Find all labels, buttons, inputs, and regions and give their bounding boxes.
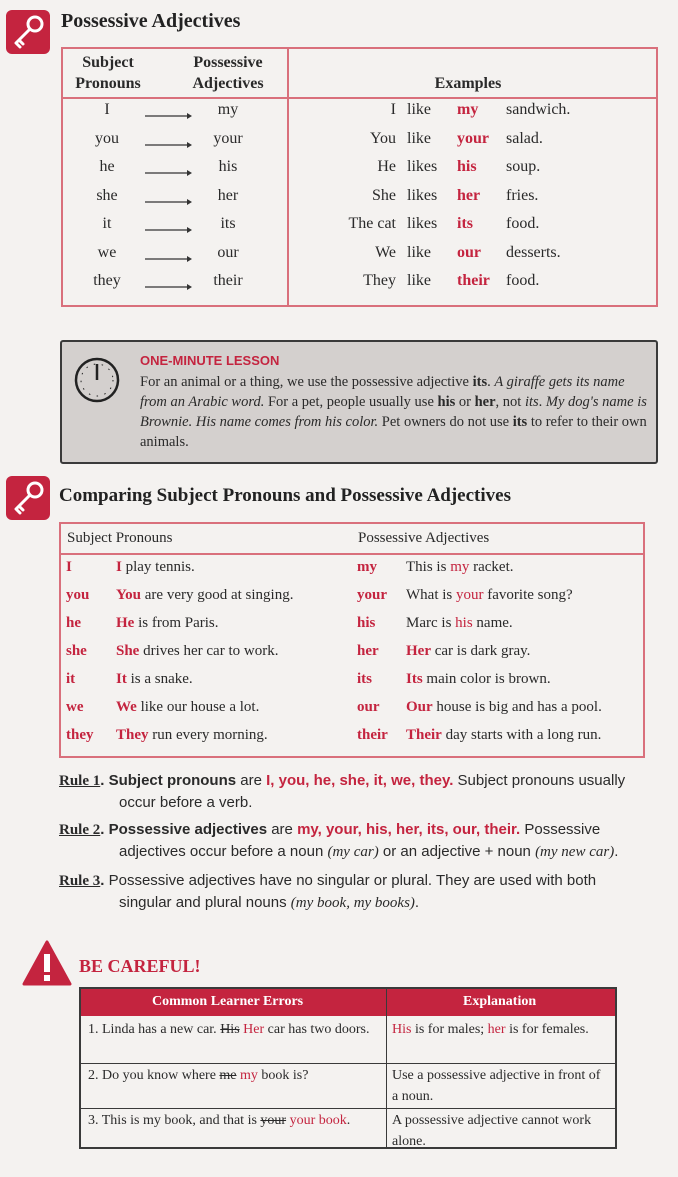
adjective-sentence: Marc is his name. — [406, 615, 513, 631]
key-icon — [6, 476, 50, 520]
pronoun: she — [66, 643, 87, 659]
error-explanation: A possessive adjective cannot work alone. — [392, 1113, 592, 1149]
rule-dot: . — [100, 872, 109, 889]
example-subject: He — [377, 158, 396, 175]
possessive-adjective: her — [357, 643, 379, 659]
possessive-adjective: your — [213, 129, 243, 147]
arrow-icon — [143, 222, 193, 240]
table-row — [61, 699, 643, 725]
section-title: Possessive Adjectives — [61, 10, 241, 32]
pronoun: you — [95, 129, 119, 147]
pronoun-sentence: It is a snake. — [116, 671, 193, 687]
error-explanation: His is for males; her is for females. — [392, 1022, 589, 1037]
warning-icon — [22, 940, 72, 986]
rule-label: Rule 2 — [59, 822, 101, 838]
arrow-icon — [143, 137, 193, 155]
col-header: Subject Pronouns — [67, 530, 173, 546]
key-icon — [6, 10, 50, 54]
table-row — [61, 643, 643, 669]
pronoun-sentence: We like our house a lot. — [116, 699, 260, 715]
comparison-table — [59, 522, 645, 758]
rule-dot: . — [100, 772, 109, 789]
pronoun-sentence: She drives her car to work. — [116, 643, 279, 659]
adjective-sentence: Her car is dark gray. — [406, 643, 531, 659]
possessive-adjective: his — [357, 615, 376, 631]
clock-icon — [72, 355, 122, 405]
lesson-text: For an animal or a thing, we use the possessive adjective its. A giraffe gets its name from an Arabic word. For a pet, people usually use his or her, not its. My dog's name is Brownie. His name comes from his color. Pet owners do not use its to refer to their own animals. — [140, 374, 647, 450]
possessive-adjective: his — [218, 158, 238, 175]
example-verb: likes — [407, 215, 438, 232]
pronoun: we — [66, 699, 84, 715]
pronoun: she — [96, 186, 118, 204]
pronoun: we — [97, 243, 117, 261]
pronoun: it — [66, 671, 76, 687]
possessive-table — [61, 47, 658, 307]
pronoun: they — [66, 727, 94, 743]
be-careful-title: BE CAREFUL! — [79, 956, 201, 976]
example-object: sandwich. — [506, 101, 571, 118]
divider — [63, 97, 656, 99]
example-object: soup. — [506, 158, 541, 175]
table-row — [61, 727, 643, 753]
example-verb: like — [407, 243, 431, 261]
rule-dot: . — [100, 821, 109, 838]
divider — [61, 553, 643, 555]
possessive-adjective: our — [217, 243, 239, 261]
pronoun: he — [66, 615, 81, 631]
example-adjective: its — [457, 215, 473, 232]
possessive-adjective: its — [357, 671, 372, 687]
example-adjective: their — [457, 272, 490, 289]
table-row — [63, 187, 656, 215]
rule-item: Rule 2. Possessive adjectives are my, your, his, her, its, our, their. Possessive adjectives occur before a noun (my car) or an adjective + noun (my new car). — [59, 821, 619, 860]
possessive-adjective: my — [217, 101, 239, 118]
pronoun: I — [66, 559, 72, 575]
error-explanation: Use a possessive adjective in front of a noun. — [392, 1068, 601, 1104]
example-object: food. — [506, 215, 540, 232]
one-minute-lesson — [60, 340, 658, 464]
example-object: food. — [506, 272, 540, 289]
example-subject: I — [390, 101, 396, 118]
possessive-adjective: their — [213, 272, 243, 289]
example-subject: They — [363, 272, 396, 289]
example-adjective: my — [457, 101, 479, 118]
table-row — [61, 615, 643, 641]
pronoun: it — [102, 215, 112, 232]
error-example: 3. This is my book, and that is your your book. — [88, 1113, 351, 1128]
table-row — [61, 559, 643, 585]
adjective-sentence: Its main color is brown. — [406, 671, 551, 687]
pronoun-sentence: He is from Paris. — [116, 615, 219, 631]
table-row — [61, 587, 643, 613]
col-header: Examples — [434, 75, 502, 92]
possessive-adjective: its — [220, 215, 236, 232]
rule-label: Rule 1 — [59, 773, 101, 789]
example-verb: likes — [407, 186, 438, 204]
pronoun-sentence: I play tennis. — [116, 559, 195, 575]
lesson-heading: ONE-MINUTE LESSON — [140, 353, 280, 368]
example-subject: The cat — [348, 215, 396, 232]
pronoun-sentence: You are very good at singing. — [116, 587, 294, 603]
col-header: Explanation — [463, 994, 537, 1009]
example-subject: She — [372, 186, 396, 204]
example-verb: like — [407, 272, 431, 289]
pronoun: you — [66, 587, 90, 603]
adjective-sentence: What is your favorite song? — [406, 587, 573, 603]
possessive-adjective: their — [357, 727, 388, 743]
rule-item: Rule 1. Subject pronouns are I, you, he, she, it, we, they. Subject pronouns usually occur before a verb. — [59, 772, 626, 811]
example-verb: likes — [407, 158, 438, 175]
example-object: salad. — [506, 129, 543, 147]
pronoun: he — [99, 158, 115, 175]
error-example: 1. Linda has a new car. His Her car has two doors. — [88, 1022, 370, 1037]
divider — [81, 1108, 615, 1109]
arrow-icon — [143, 251, 193, 269]
table-row — [63, 130, 656, 158]
example-adjective: our — [457, 243, 481, 261]
example-verb: like — [407, 129, 431, 147]
arrow-icon — [143, 108, 193, 126]
example-object: desserts. — [506, 243, 561, 261]
section-title: Comparing Subject Pronouns and Possessive Adjectives — [59, 485, 511, 506]
example-subject: You — [370, 129, 396, 147]
example-object: fries. — [506, 186, 539, 204]
arrow-icon — [143, 279, 193, 297]
possessive-adjective: her — [217, 186, 239, 204]
adjective-sentence: Their day starts with a long run. — [406, 727, 602, 743]
rule-label: Rule 3 — [59, 873, 101, 889]
errors-table — [79, 987, 617, 1149]
pronoun-sentence: They run every morning. — [116, 727, 268, 743]
arrow-icon — [143, 165, 193, 183]
possessive-adjective: my — [357, 559, 377, 575]
adjective-sentence: This is my racket. — [406, 559, 514, 575]
error-example: 2. Do you know where me my book is? — [88, 1068, 309, 1083]
pronoun: I — [104, 101, 110, 118]
divider — [81, 1063, 615, 1064]
table-row — [63, 215, 656, 243]
possessive-adjective: your — [357, 587, 387, 603]
col-header: Possessive Adjectives — [192, 54, 264, 92]
pronoun: they — [93, 272, 121, 289]
table-row — [61, 671, 643, 697]
table-row — [63, 244, 656, 272]
col-header: Common Learner Errors — [152, 994, 304, 1009]
arrow-icon — [143, 194, 193, 212]
possessive-adjective: our — [357, 699, 380, 715]
rule-item: Rule 3. Possessive adjectives have no singular or plural. They are used with both singular and plural nouns (my book, my books). — [59, 872, 597, 911]
col-header: Possessive Adjectives — [358, 530, 490, 546]
table-row — [63, 158, 656, 186]
example-adjective: his — [457, 158, 477, 175]
example-adjective: your — [457, 129, 489, 147]
col-header: Subject Pronouns — [75, 54, 141, 92]
table-row — [63, 272, 656, 300]
example-subject: We — [375, 243, 396, 261]
example-verb: like — [407, 101, 431, 118]
adjective-sentence: Our house is big and has a pool. — [406, 699, 602, 715]
table-row — [63, 101, 656, 129]
example-adjective: her — [457, 186, 481, 204]
